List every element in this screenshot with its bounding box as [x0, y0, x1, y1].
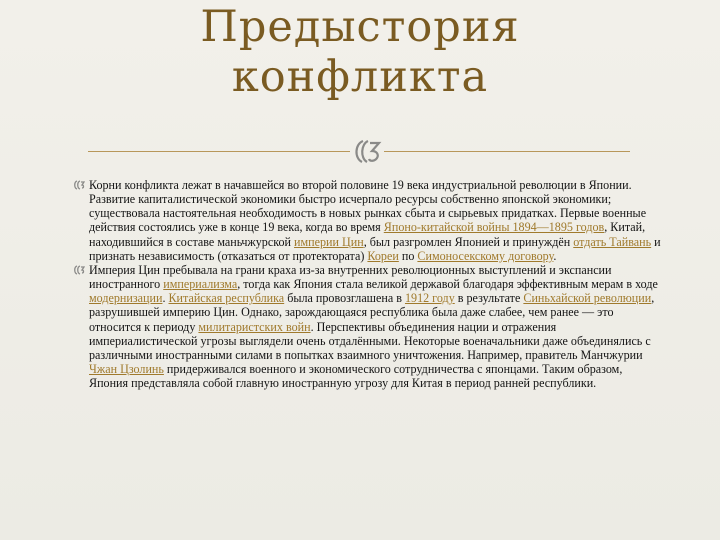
slide-title [0, 2, 720, 102]
inline-link[interactable]: Симоносекскому договору [417, 248, 554, 263]
text-segment: Империя Цин пребывала на грани краха из-за внутренних революционных выступлений и экспансии иностранного [89, 262, 612, 292]
paragraph-1 [89, 178, 661, 263]
inline-link[interactable]: Синьхайской революции [523, 291, 652, 306]
text-segment: , тогда как Япония стала великой державой благодаря эффективным мерам в ходе [237, 277, 658, 292]
inline-link[interactable]: Китайская республика [168, 291, 285, 306]
text-segment: , был разгромлен Японией и принуждён [363, 234, 574, 249]
text-segment: и признать независимость (отказаться от протектората) [89, 234, 661, 263]
inline-link[interactable]: Кореи [367, 248, 399, 263]
inline-link[interactable]: 1912 году [404, 291, 455, 306]
text-segment: была провозглашена в [284, 291, 405, 306]
divider-left [88, 151, 350, 152]
inline-link[interactable]: Чжан Цзолинь [89, 362, 164, 377]
bullet-item [72, 263, 662, 390]
text-segment: Корни конфликта лежат в начавшейся во второй половине 19 века индустриальной революции в Японии. Развитие капиталистической экономики быстро исчерпало ресурсы собственно японской экономики; существовала настоятельная необходимость в новых рынках сбыта и сырьевых придатках. Первые военные действия состоялись уже в конце 19 века, когда во время [89, 178, 647, 235]
bullet-item [72, 178, 662, 263]
text-segment: . [553, 248, 557, 263]
inline-link[interactable]: отдать Тайвань [573, 234, 652, 249]
text-segment: придерживался военного и экономического сотрудничества с японцами. Таким образом, Япония представляла собой главную иностранную угрозу для Китая в период ранней республики. [89, 362, 623, 391]
inline-link[interactable]: модернизации [89, 291, 163, 306]
slide-body [72, 178, 662, 390]
text-segment: по [398, 248, 418, 263]
bullet-icon [72, 265, 85, 275]
title-line-2: конфликта [231, 52, 489, 102]
bullet-icon [72, 180, 85, 190]
title-line-1: Предыстория [200, 2, 520, 52]
inline-link[interactable]: Японо-китайской войны 1894—1895 годов [383, 220, 605, 235]
text-segment: . Перспективы объединения нации и отражения империалистической угрозы выглядели очень отдалёнными. Некоторые военачальники даже объединялись с различными иностранными силами в попытках взаимного уничтожения. Например, правитель Манчжурии [89, 319, 651, 362]
inline-link[interactable]: империи Цин [294, 234, 364, 249]
ornament-icon [350, 138, 384, 166]
text-segment: , Китай, находившийся в составе маньчжурской [89, 220, 646, 249]
divider-right [384, 151, 630, 152]
inline-link[interactable]: империализма [163, 277, 238, 292]
text-segment: , разрушившей империю Цин. Однако, зарождающаяся республика была даже слабее, чем ранее — это относится к периоду [89, 291, 655, 334]
text-segment: в результате [454, 291, 524, 306]
text-segment: . [162, 291, 169, 306]
paragraph-2 [89, 263, 658, 390]
inline-link[interactable]: милитаристских войн [198, 319, 311, 334]
